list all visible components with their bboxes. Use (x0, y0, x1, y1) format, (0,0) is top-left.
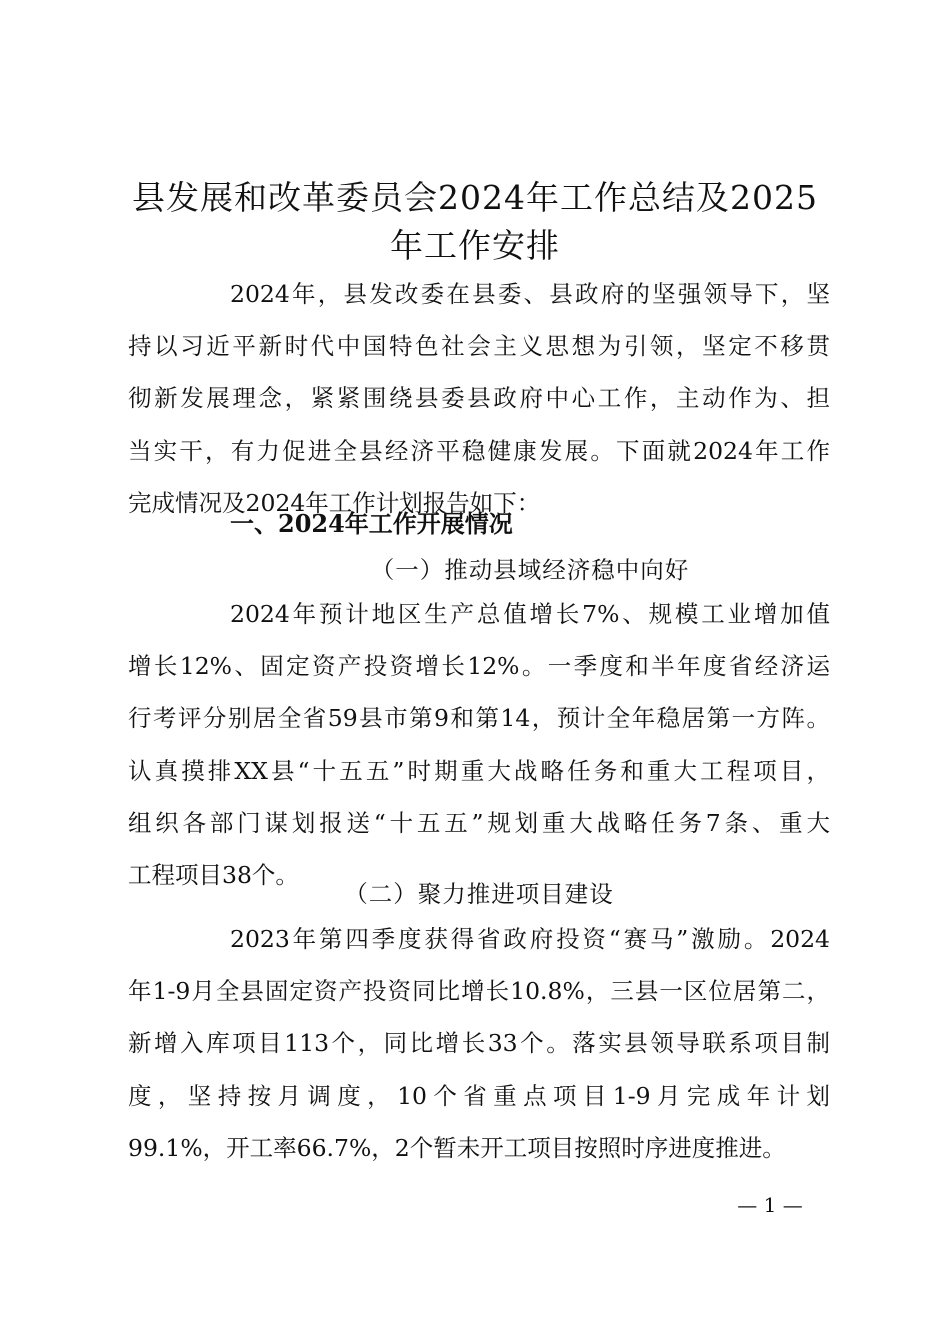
subsection-1-line: 组织各部门谋划报送“十五五”规划重大战略任务7条、重大 (128, 808, 830, 837)
subsection-2-line: 年1-9月全县固定资产投资同比增长10.8%，三县一区位居第二， (128, 977, 830, 1006)
document-title-line-1: 县发展和改革委员会2024年工作总结及2025 (132, 178, 818, 217)
subsection-1-line: 2024年预计地区生产总值增长7%、规模工业增加值 (230, 600, 830, 628)
subsection-1-heading: （一）推动县域经济稳中向好 (370, 556, 690, 584)
intro-paragraph (128, 268, 830, 529)
intro-line: 彻新发展理念，紧紧围绕县委县政府中心工作，主动作为、担 (128, 384, 830, 413)
intro-line: 当实干，有力促进全县经济平稳健康发展。下面就2024年工作 (128, 436, 830, 465)
intro-line: 2024年，县发改委在县委、县政府的坚强领导下，坚 (230, 280, 830, 308)
subsection-1-line: 工程项目38个。 (128, 860, 299, 889)
intro-line: 完成情况及2024年工作计划报告如下： (128, 488, 541, 517)
page-number: — 1 — (737, 1193, 803, 1217)
subsection-2-heading: （二）聚力推进项目建设 (344, 880, 614, 908)
subsection-2-paragraph (128, 913, 830, 1174)
subsection-1-line: 行考评分别居全省59县市第9和第14，预计全年稳居第一方阵。 (128, 704, 830, 733)
section-1-heading: 一、2024年工作开展情况 (230, 509, 513, 538)
subsection-1-line: 认真摸排XX县“十五五”时期重大战略任务和重大工程项目， (128, 756, 830, 785)
subsection-2-line: 度，坚持按月调度，10个省重点项目1-9月完成年计划 (128, 1081, 830, 1110)
subsection-2-line: 99.1%，开工率66.7%，2个暂未开工项目按照时序进度推进。 (128, 1133, 786, 1162)
document-title-line-2: 年工作安排 (390, 226, 560, 265)
subsection-2-line: 新增入库项目113个，同比增长33个。落实县领导联系项目制 (128, 1029, 830, 1058)
subsection-1-paragraph (128, 588, 830, 901)
subsection-1-line: 增长12%、固定资产投资增长12%。一季度和半年度省经济运 (128, 652, 830, 681)
subsection-2-line: 2023年第四季度获得省政府投资“赛马”激励。2024 (230, 925, 830, 953)
intro-line: 持以习近平新时代中国特色社会主义思想为引领，坚定不移贯 (128, 332, 830, 361)
